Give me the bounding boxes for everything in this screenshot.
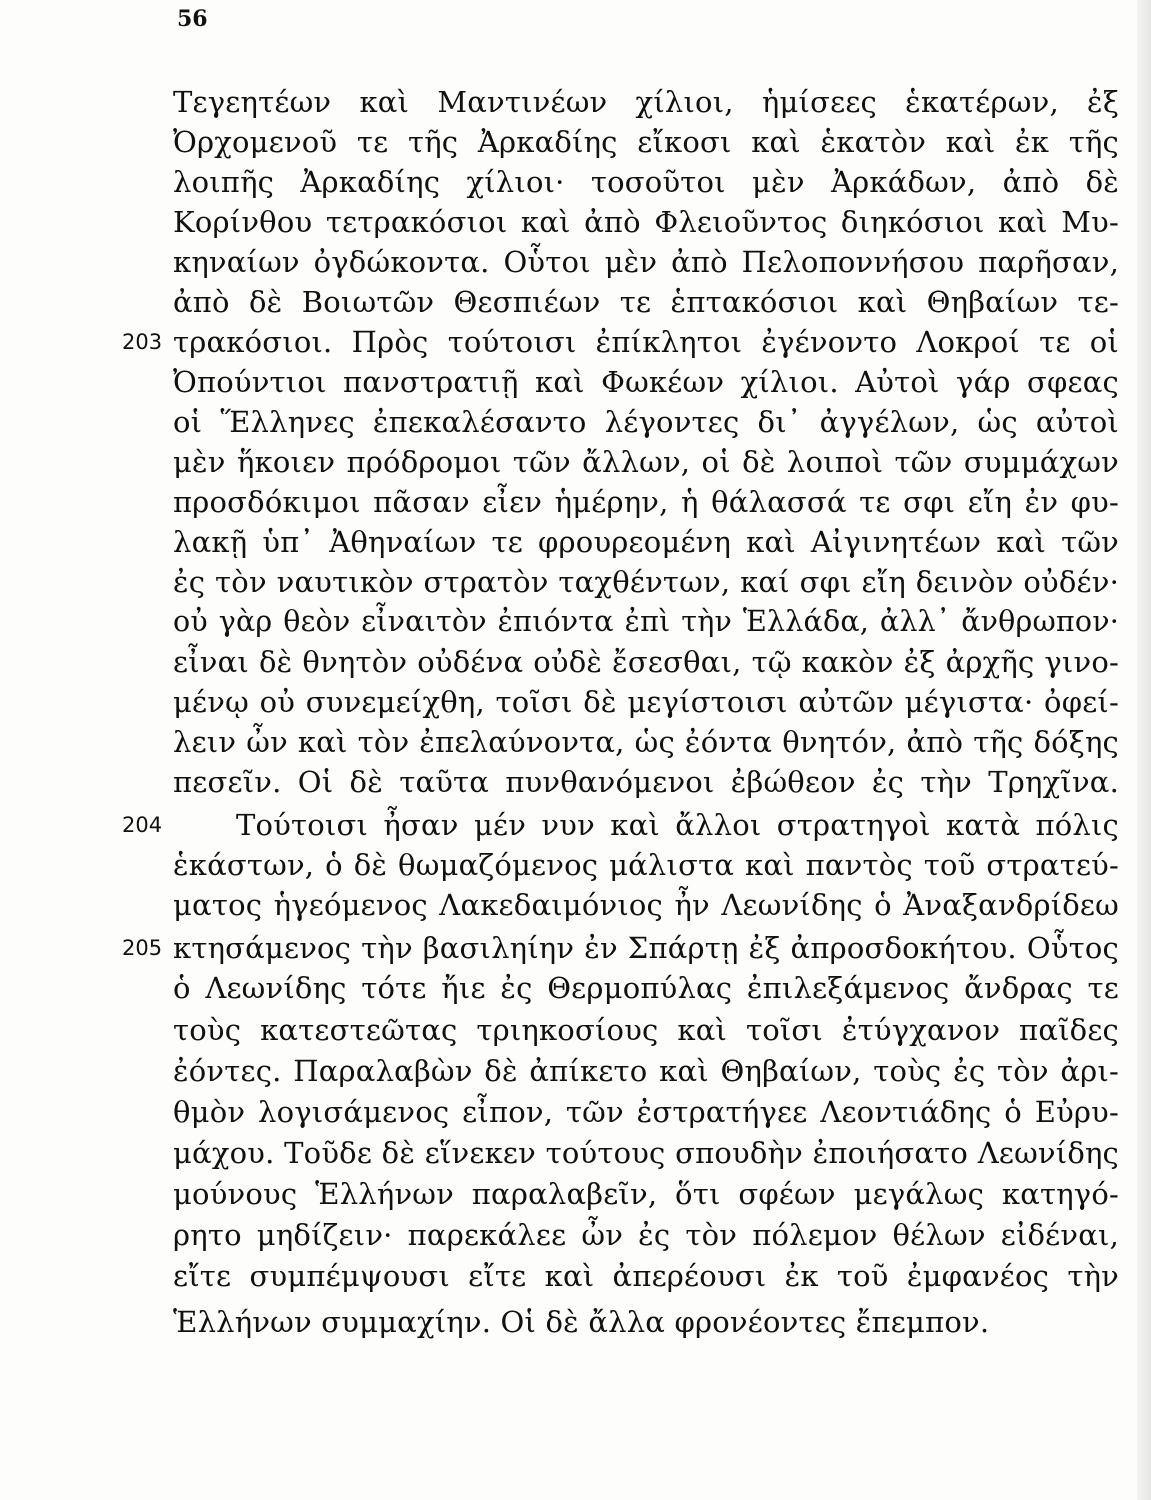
page-number: 56 <box>177 6 208 32</box>
text-line: ἐόντες. Παραλαβὼν δὲ ἀπίκετο καὶ Θηβαίων, τοὺς ἐς τὸν ἀρι- <box>173 1054 1119 1088</box>
section-number: 205 <box>122 936 163 960</box>
section-number: 204 <box>122 813 163 837</box>
text-line: λειν ὦν καὶ τὸν ἐπελαύνοντα, ὡς ἐόντα θνητόν, ἀπὸ τῆς δόξης <box>173 725 1119 759</box>
text-line: ἑκάστων, ὁ δὲ θωμαζόμενος μάλιστα καὶ παντὸς τοῦ στρατεύ- <box>173 848 1119 882</box>
text-line: μάχου. Τοῦδε δὲ εἵνεκεν τούτους σπουδὴν ἐποιήσατο Λεωνίδης <box>173 1136 1119 1170</box>
text-line: πεσεῖν. Οἱ δὲ ταῦτα πυνθανόμενοι ἐβώθεον ἐς τὴν Τρηχῖνα. <box>173 765 1119 799</box>
text-line: μούνους Ἑλλήνων παραλαβεῖν, ὅτι σφέων μεγάλως κατηγό- <box>173 1177 1119 1211</box>
text-line: Κορίνθου τετρακόσιοι καὶ ἀπὸ Φλειοῦντος διηκόσιοι καὶ Μυ- <box>173 205 1119 239</box>
section-number: 203 <box>122 330 163 354</box>
text-line: ἐς τὸν ναυτικὸν στρατὸν ταχθέντων, καί σφι εἴη δεινὸν οὐδέν· <box>173 565 1119 599</box>
text-line: κηναίων ὀγδώκοντα. Οὗτοι μὲν ἀπὸ Πελοποννήσου παρῆσαν, <box>173 245 1119 279</box>
text-line: οἱ Ἕλληνες ἐπεκαλέσαντο λέγοντες δι᾽ ἀγγέλων, ὡς αὐτοὶ <box>173 405 1119 439</box>
text-line: εἴτε συμπέμψουσι εἴτε καὶ ἀπερέουσι ἐκ τοῦ ἐμφανέος τὴν <box>173 1259 1119 1293</box>
text-line: ὁ Λεωνίδης τότε ἤιε ἐς Θερμοπύλας ἐπιλεξάμενος ἄνδρας τε <box>173 971 1119 1005</box>
text-line: μένῳ οὐ συνεμείχθη, τοῖσι δὲ μεγίστοισι αὐτῶν μέγιστα· ὀφεί- <box>173 685 1119 719</box>
paragraph-last-line: Ἑλλήνων συμμαχίην. Οἱ δὲ ἄλλα φρονέοντες ἔπεμπον. <box>173 1305 990 1339</box>
text-line: ἀπὸ δὲ Βοιωτῶν Θεσπιέων τε ἑπτακόσιοι καὶ Θηβαίων τε- <box>173 285 1119 319</box>
text-line: μὲν ἥκοιεν πρόδρομοι τῶν ἄλλων, οἱ δὲ λοιποὶ τῶν συμμάχων <box>173 445 1119 479</box>
text-line: Ὀρχομενοῦ τε τῆς Ἀρκαδίης εἴκοσι καὶ ἑκατὸν καὶ ἐκ τῆς <box>173 125 1119 159</box>
text-line: εἶναι δὲ θνητὸν οὐδένα οὐδὲ ἔσεσθαι, τῷ κακὸν ἐξ ἀρχῆς γινο- <box>173 645 1119 679</box>
text-line: ρητο μηδίζειν· παρεκάλεε ὦν ἐς τὸν πόλεμον θέλων εἰδέναι, <box>173 1218 1119 1252</box>
page-edge-shadow <box>1137 0 1151 1500</box>
text-line: Τεγεητέων καὶ Μαντινέων χίλιοι, ἡμίσεες ἑκατέρων, ἐξ <box>173 85 1119 119</box>
text-line: λοιπῆς Ἀρκαδίης χίλιοι· τοσοῦτοι μὲν Ἀρκάδων, ἀπὸ δὲ <box>173 165 1119 199</box>
text-line: προσδόκιμοι πᾶσαν εἶεν ἡμέρην, ἡ θάλασσά τε σφι εἴη ἐν φυ- <box>173 485 1119 519</box>
text-line: τρακόσιοι. Πρὸς τούτοισι ἐπίκλητοι ἐγένοντο Λοκροί τε οἱ <box>173 325 1119 359</box>
paragraph-first-line: Τούτοισι ἦσαν μέν νυν καὶ ἄλλοι στρατηγοὶ κατὰ πόλις <box>236 808 1119 842</box>
text-line: τοὺς κατεστεῶτας τριηκοσίους καὶ τοῖσι ἐτύγχανον παῖδες <box>173 1013 1119 1047</box>
text-line: κτησάμενος τὴν βασιληίην ἐν Σπάρτῃ ἐξ ἀπροσδοκήτου. Οὗτος <box>173 931 1119 965</box>
text-line: οὐ γὰρ θεὸν εἶναιτὸν ἐπιόντα ἐπὶ τὴν Ἑλλάδα, ἀλλ᾽ ἄνθρωπον· <box>173 605 1119 638</box>
text-line: Ὀπούντιοι πανστρατιῇ καὶ Φωκέων χίλιοι. Αὐτοὶ γάρ σφεας <box>173 365 1119 399</box>
text-line: ματος ἡγεόμενος Λακεδαιμόνιος ἦν Λεωνίδης ὁ Ἀναξανδρίδεω <box>173 888 1119 922</box>
text-line: λακῇ ὑπ᾽ Ἀθηναίων τε φρουρεομένη καὶ Αἰγινητέων καὶ τῶν <box>173 525 1119 559</box>
text-line: θμὸν λογισάμενος εἶπον, τῶν ἐστρατήγεε Λεοντιάδης ὁ Εὐρυ- <box>173 1095 1119 1129</box>
